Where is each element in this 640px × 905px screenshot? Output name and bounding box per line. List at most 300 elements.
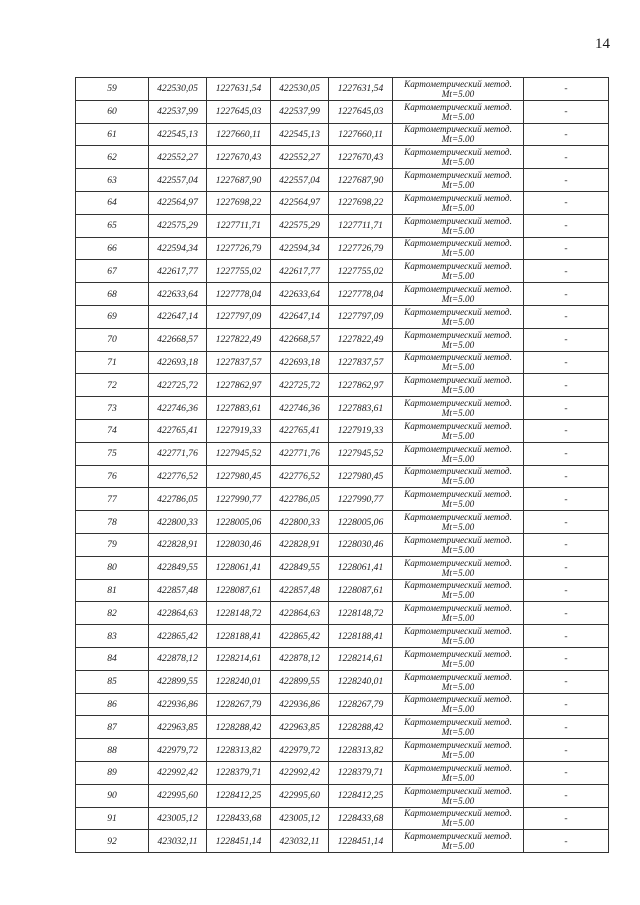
- method-accuracy: Mt=5.00: [441, 499, 475, 510]
- description-cell: -: [524, 78, 609, 101]
- table-row: [76, 237, 609, 260]
- y-coordinate-refined-cell: 1227883,61: [329, 397, 393, 420]
- method-accuracy: Mt=5.00: [441, 362, 475, 373]
- table-row: [76, 374, 609, 397]
- x-coordinate-cell: 422594,34: [149, 237, 207, 260]
- x-coordinate-refined-cell: 422899,55: [271, 670, 329, 693]
- x-coordinate-refined-cell: 422936,86: [271, 693, 329, 716]
- table-row: [76, 191, 609, 214]
- description-cell: -: [524, 169, 609, 192]
- method-cell: [393, 351, 524, 374]
- description-cell: -: [524, 305, 609, 328]
- method-accuracy: Mt=5.00: [441, 248, 475, 259]
- method-cell: [393, 533, 524, 556]
- x-coordinate-cell: 422864,63: [149, 602, 207, 625]
- x-coordinate-cell: 422857,48: [149, 579, 207, 602]
- description-cell: -: [524, 830, 609, 853]
- description-cell: -: [524, 328, 609, 351]
- description-cell: -: [524, 625, 609, 648]
- point-number-cell: 66: [76, 237, 149, 260]
- method-accuracy: Mt=5.00: [441, 453, 475, 464]
- y-coordinate-cell: 1227837,57: [207, 351, 271, 374]
- method-name: Картометрический метод.: [404, 671, 512, 682]
- coordinates-table-body: [76, 78, 609, 853]
- y-coordinate-refined-cell: 1227980,45: [329, 465, 393, 488]
- x-coordinate-refined-cell: 422647,14: [271, 305, 329, 328]
- method-name: Картометрический метод.: [404, 238, 512, 249]
- x-coordinate-cell: 422828,91: [149, 533, 207, 556]
- y-coordinate-cell: 1228313,82: [207, 739, 271, 762]
- description-cell: -: [524, 237, 609, 260]
- method-cell: [393, 283, 524, 306]
- y-coordinate-cell: 1227755,02: [207, 260, 271, 283]
- method-name: Картометрический метод.: [404, 124, 512, 135]
- description-cell: -: [524, 442, 609, 465]
- x-coordinate-cell: 422746,36: [149, 397, 207, 420]
- y-coordinate-refined-cell: 1227711,71: [329, 214, 393, 237]
- point-number-cell: 87: [76, 716, 149, 739]
- point-number-cell: 77: [76, 488, 149, 511]
- y-coordinate-cell: 1227883,61: [207, 397, 271, 420]
- x-coordinate-refined-cell: 422828,91: [271, 533, 329, 556]
- x-coordinate-refined-cell: 422865,42: [271, 625, 329, 648]
- method-accuracy: Mt=5.00: [441, 772, 475, 783]
- point-number-cell: 91: [76, 807, 149, 830]
- y-coordinate-refined-cell: 1227631,54: [329, 78, 393, 101]
- description-cell: -: [524, 465, 609, 488]
- method-accuracy: Mt=5.00: [441, 202, 475, 213]
- y-coordinate-refined-cell: 1228087,61: [329, 579, 393, 602]
- description-cell: -: [524, 419, 609, 442]
- method-accuracy: Mt=5.00: [441, 225, 475, 236]
- method-cell: [393, 397, 524, 420]
- method-cell: [393, 716, 524, 739]
- y-coordinate-cell: 1228379,71: [207, 761, 271, 784]
- description-cell: -: [524, 693, 609, 716]
- point-number-cell: 76: [76, 465, 149, 488]
- method-name: Картометрический метод.: [404, 170, 512, 181]
- y-coordinate-cell: 1227631,54: [207, 78, 271, 101]
- method-name: Картометрический метод.: [404, 831, 512, 842]
- x-coordinate-refined-cell: 422564,97: [271, 191, 329, 214]
- point-number-cell: 89: [76, 761, 149, 784]
- method-accuracy: Mt=5.00: [441, 88, 475, 99]
- point-number-cell: 82: [76, 602, 149, 625]
- y-coordinate-refined-cell: 1227755,02: [329, 260, 393, 283]
- method-accuracy: Mt=5.00: [441, 385, 475, 396]
- y-coordinate-cell: 1227919,33: [207, 419, 271, 442]
- method-name: Картометрический метод.: [404, 557, 512, 568]
- x-coordinate-refined-cell: 422633,64: [271, 283, 329, 306]
- y-coordinate-refined-cell: 1228313,82: [329, 739, 393, 762]
- x-coordinate-cell: 422725,72: [149, 374, 207, 397]
- method-cell: [393, 488, 524, 511]
- x-coordinate-refined-cell: 422746,36: [271, 397, 329, 420]
- method-cell: [393, 602, 524, 625]
- method-name: Картометрический метод.: [404, 534, 512, 545]
- y-coordinate-cell: 1227778,04: [207, 283, 271, 306]
- method-cell: [393, 419, 524, 442]
- method-name: Картометрический метод.: [404, 192, 512, 203]
- description-cell: -: [524, 374, 609, 397]
- table-row: [76, 442, 609, 465]
- point-number-cell: 75: [76, 442, 149, 465]
- method-cell: [393, 169, 524, 192]
- table-row: [76, 716, 609, 739]
- point-number-cell: 79: [76, 533, 149, 556]
- x-coordinate-cell: 422545,13: [149, 123, 207, 146]
- table-row: [76, 602, 609, 625]
- y-coordinate-cell: 1227645,03: [207, 100, 271, 123]
- method-cell: [393, 191, 524, 214]
- y-coordinate-refined-cell: 1227822,49: [329, 328, 393, 351]
- method-accuracy: Mt=5.00: [441, 408, 475, 419]
- method-name: Картометрический метод.: [404, 352, 512, 363]
- description-cell: -: [524, 670, 609, 693]
- y-coordinate-refined-cell: 1228005,06: [329, 511, 393, 534]
- description-cell: -: [524, 214, 609, 237]
- y-coordinate-refined-cell: 1227919,33: [329, 419, 393, 442]
- method-cell: [393, 146, 524, 169]
- method-name: Картометрический метод.: [404, 147, 512, 158]
- point-number-cell: 88: [76, 739, 149, 762]
- y-coordinate-cell: 1228433,68: [207, 807, 271, 830]
- x-coordinate-refined-cell: 422786,05: [271, 488, 329, 511]
- method-cell: [393, 237, 524, 260]
- point-number-cell: 65: [76, 214, 149, 237]
- method-accuracy: Mt=5.00: [441, 430, 475, 441]
- description-cell: -: [524, 397, 609, 420]
- method-accuracy: Mt=5.00: [441, 316, 475, 327]
- x-coordinate-refined-cell: 422552,27: [271, 146, 329, 169]
- point-number-cell: 78: [76, 511, 149, 534]
- method-accuracy: Mt=5.00: [441, 544, 475, 555]
- method-name: Картометрический метод.: [404, 648, 512, 659]
- method-cell: [393, 374, 524, 397]
- y-coordinate-cell: 1228288,42: [207, 716, 271, 739]
- point-number-cell: 62: [76, 146, 149, 169]
- x-coordinate-refined-cell: 422668,57: [271, 328, 329, 351]
- table-row: [76, 169, 609, 192]
- method-name: Картометрический метод.: [404, 785, 512, 796]
- method-cell: [393, 556, 524, 579]
- method-name: Картометрический метод.: [404, 78, 512, 89]
- table-row: [76, 78, 609, 101]
- method-name: Картометрический метод.: [404, 284, 512, 295]
- description-cell: -: [524, 647, 609, 670]
- description-cell: -: [524, 602, 609, 625]
- x-coordinate-refined-cell: 422864,63: [271, 602, 329, 625]
- x-coordinate-cell: 422564,97: [149, 191, 207, 214]
- x-coordinate-refined-cell: 422530,05: [271, 78, 329, 101]
- x-coordinate-cell: 422693,18: [149, 351, 207, 374]
- method-name: Картометрический метод.: [404, 489, 512, 500]
- description-cell: -: [524, 533, 609, 556]
- point-number-cell: 69: [76, 305, 149, 328]
- x-coordinate-refined-cell: 422800,33: [271, 511, 329, 534]
- table-row: [76, 807, 609, 830]
- method-cell: [393, 214, 524, 237]
- description-cell: -: [524, 807, 609, 830]
- table-row: [76, 123, 609, 146]
- y-coordinate-cell: 1227980,45: [207, 465, 271, 488]
- x-coordinate-cell: 423032,11: [149, 830, 207, 853]
- y-coordinate-cell: 1227698,22: [207, 191, 271, 214]
- table-row: [76, 784, 609, 807]
- x-coordinate-refined-cell: 423005,12: [271, 807, 329, 830]
- point-number-cell: 67: [76, 260, 149, 283]
- method-cell: [393, 465, 524, 488]
- method-cell: [393, 78, 524, 101]
- x-coordinate-cell: 422786,05: [149, 488, 207, 511]
- point-number-cell: 72: [76, 374, 149, 397]
- x-coordinate-cell: 422936,86: [149, 693, 207, 716]
- table-row: [76, 328, 609, 351]
- method-cell: [393, 830, 524, 853]
- method-cell: [393, 670, 524, 693]
- point-number-cell: 81: [76, 579, 149, 602]
- y-coordinate-refined-cell: 1228379,71: [329, 761, 393, 784]
- x-coordinate-refined-cell: 422617,77: [271, 260, 329, 283]
- page-number: 14: [595, 36, 610, 52]
- method-accuracy: Mt=5.00: [441, 750, 475, 760]
- x-coordinate-cell: 422575,29: [149, 214, 207, 237]
- method-name: Картометрический метод.: [404, 306, 512, 317]
- point-number-cell: 71: [76, 351, 149, 374]
- method-accuracy: Mt=5.00: [441, 681, 475, 692]
- method-accuracy: Mt=5.00: [441, 134, 475, 145]
- table-row: [76, 670, 609, 693]
- x-coordinate-refined-cell: 422857,48: [271, 579, 329, 602]
- y-coordinate-cell: 1227726,79: [207, 237, 271, 260]
- x-coordinate-cell: 422633,64: [149, 283, 207, 306]
- x-coordinate-cell: 422992,42: [149, 761, 207, 784]
- method-cell: [393, 511, 524, 534]
- table-row: [76, 146, 609, 169]
- method-accuracy: Mt=5.00: [441, 658, 475, 669]
- x-coordinate-cell: 422865,42: [149, 625, 207, 648]
- y-coordinate-cell: 1227687,90: [207, 169, 271, 192]
- method-name: Картометрический метод.: [404, 762, 512, 773]
- x-coordinate-cell: 423005,12: [149, 807, 207, 830]
- table-row: [76, 693, 609, 716]
- table-row: [76, 100, 609, 123]
- point-number-cell: 73: [76, 397, 149, 420]
- description-cell: -: [524, 260, 609, 283]
- table-row: [76, 351, 609, 374]
- table-row: [76, 647, 609, 670]
- x-coordinate-refined-cell: 422575,29: [271, 214, 329, 237]
- y-coordinate-refined-cell: 1227990,77: [329, 488, 393, 511]
- x-coordinate-cell: 422617,77: [149, 260, 207, 283]
- x-coordinate-refined-cell: 422693,18: [271, 351, 329, 374]
- point-number-cell: 63: [76, 169, 149, 192]
- method-accuracy: Mt=5.00: [441, 704, 475, 715]
- method-name: Картометрический метод.: [404, 375, 512, 386]
- table-row: [76, 556, 609, 579]
- method-accuracy: Mt=5.00: [441, 818, 475, 829]
- y-coordinate-refined-cell: 1227726,79: [329, 237, 393, 260]
- x-coordinate-cell: 422995,60: [149, 784, 207, 807]
- description-cell: -: [524, 716, 609, 739]
- y-coordinate-refined-cell: 1228030,46: [329, 533, 393, 556]
- description-cell: -: [524, 511, 609, 534]
- table-row: [76, 533, 609, 556]
- method-cell: [393, 625, 524, 648]
- description-cell: -: [524, 784, 609, 807]
- x-coordinate-refined-cell: 422545,13: [271, 123, 329, 146]
- description-cell: -: [524, 191, 609, 214]
- method-cell: [393, 442, 524, 465]
- method-name: Картометрический метод.: [404, 717, 512, 728]
- x-coordinate-cell: 422530,05: [149, 78, 207, 101]
- x-coordinate-cell: 422979,72: [149, 739, 207, 762]
- method-cell: [393, 579, 524, 602]
- method-cell: [393, 328, 524, 351]
- method-name: Картометрический метод.: [404, 466, 512, 477]
- y-coordinate-cell: 1228267,79: [207, 693, 271, 716]
- point-number-cell: 90: [76, 784, 149, 807]
- method-name: Картометрический метод.: [404, 580, 512, 591]
- table-row: [76, 511, 609, 534]
- x-coordinate-refined-cell: 422765,41: [271, 419, 329, 442]
- y-coordinate-cell: 1227822,49: [207, 328, 271, 351]
- y-coordinate-refined-cell: 1228148,72: [329, 602, 393, 625]
- y-coordinate-refined-cell: 1228061,41: [329, 556, 393, 579]
- x-coordinate-refined-cell: 422537,99: [271, 100, 329, 123]
- y-coordinate-cell: 1228087,61: [207, 579, 271, 602]
- y-coordinate-refined-cell: 1227862,97: [329, 374, 393, 397]
- y-coordinate-refined-cell: 1228412,25: [329, 784, 393, 807]
- method-accuracy: Mt=5.00: [441, 111, 475, 122]
- method-accuracy: Mt=5.00: [441, 271, 475, 282]
- x-coordinate-refined-cell: 422776,52: [271, 465, 329, 488]
- table-row: [76, 397, 609, 420]
- point-number-cell: 74: [76, 419, 149, 442]
- method-cell: [393, 761, 524, 784]
- method-cell: [393, 260, 524, 283]
- method-accuracy: Mt=5.00: [441, 157, 475, 168]
- point-number-cell: 68: [76, 283, 149, 306]
- y-coordinate-cell: 1228061,41: [207, 556, 271, 579]
- method-name: Картометрический метод.: [404, 398, 512, 409]
- x-coordinate-cell: 422552,27: [149, 146, 207, 169]
- y-coordinate-cell: 1228005,06: [207, 511, 271, 534]
- method-name: Картометрический метод.: [404, 694, 512, 705]
- point-number-cell: 86: [76, 693, 149, 716]
- table-row: [76, 419, 609, 442]
- y-coordinate-refined-cell: 1228267,79: [329, 693, 393, 716]
- y-coordinate-cell: 1227670,43: [207, 146, 271, 169]
- x-coordinate-refined-cell: 422557,04: [271, 169, 329, 192]
- description-cell: -: [524, 739, 609, 762]
- method-accuracy: Mt=5.00: [441, 795, 475, 806]
- description-cell: -: [524, 761, 609, 784]
- method-accuracy: Mt=5.00: [441, 590, 475, 601]
- table-row: [76, 305, 609, 328]
- description-cell: -: [524, 146, 609, 169]
- coordinates-table: [75, 77, 609, 853]
- method-cell: [393, 739, 524, 762]
- method-accuracy: Mt=5.00: [441, 180, 475, 191]
- method-accuracy: Mt=5.00: [441, 567, 475, 578]
- method-name: Картометрический метод.: [404, 261, 512, 272]
- method-name: Картометрический метод.: [404, 603, 512, 614]
- method-accuracy: Mt=5.00: [441, 636, 475, 647]
- y-coordinate-cell: 1227862,97: [207, 374, 271, 397]
- y-coordinate-cell: 1228240,01: [207, 670, 271, 693]
- x-coordinate-refined-cell: 422979,72: [271, 739, 329, 762]
- y-coordinate-cell: 1228148,72: [207, 602, 271, 625]
- table-row: [76, 488, 609, 511]
- x-coordinate-cell: 422899,55: [149, 670, 207, 693]
- method-accuracy: Mt=5.00: [441, 727, 475, 738]
- x-coordinate-cell: 422878,12: [149, 647, 207, 670]
- point-number-cell: 83: [76, 625, 149, 648]
- table-row: [76, 260, 609, 283]
- x-coordinate-refined-cell: 422849,55: [271, 556, 329, 579]
- method-accuracy: Mt=5.00: [441, 339, 475, 350]
- method-cell: [393, 305, 524, 328]
- method-name: Картометрический метод.: [404, 420, 512, 431]
- point-number-cell: 84: [76, 647, 149, 670]
- x-coordinate-cell: 422771,76: [149, 442, 207, 465]
- method-accuracy: Mt=5.00: [441, 522, 475, 533]
- y-coordinate-refined-cell: 1228214,61: [329, 647, 393, 670]
- description-cell: -: [524, 100, 609, 123]
- table-row: [76, 739, 609, 762]
- y-coordinate-refined-cell: 1227670,43: [329, 146, 393, 169]
- point-number-cell: 80: [76, 556, 149, 579]
- method-accuracy: Mt=5.00: [441, 294, 475, 305]
- point-number-cell: 85: [76, 670, 149, 693]
- description-cell: -: [524, 488, 609, 511]
- method-name: Картометрический метод.: [404, 101, 512, 112]
- x-coordinate-refined-cell: 422995,60: [271, 784, 329, 807]
- method-name: Картометрический метод.: [404, 215, 512, 226]
- y-coordinate-refined-cell: 1227778,04: [329, 283, 393, 306]
- x-coordinate-cell: 422776,52: [149, 465, 207, 488]
- method-cell: [393, 807, 524, 830]
- x-coordinate-refined-cell: 422878,12: [271, 647, 329, 670]
- y-coordinate-cell: 1227945,52: [207, 442, 271, 465]
- x-coordinate-refined-cell: 423032,11: [271, 830, 329, 853]
- method-cell: [393, 123, 524, 146]
- method-cell: [393, 647, 524, 670]
- y-coordinate-refined-cell: 1227645,03: [329, 100, 393, 123]
- method-cell: [393, 100, 524, 123]
- table-row: [76, 283, 609, 306]
- method-name: Картометрический метод.: [404, 740, 512, 750]
- description-cell: -: [524, 556, 609, 579]
- y-coordinate-refined-cell: 1228433,68: [329, 807, 393, 830]
- x-coordinate-cell: 422800,33: [149, 511, 207, 534]
- y-coordinate-refined-cell: 1227945,52: [329, 442, 393, 465]
- y-coordinate-refined-cell: 1227660,11: [329, 123, 393, 146]
- table-row: [76, 214, 609, 237]
- y-coordinate-refined-cell: 1228188,41: [329, 625, 393, 648]
- x-coordinate-cell: 422668,57: [149, 328, 207, 351]
- x-coordinate-cell: 422537,99: [149, 100, 207, 123]
- method-cell: [393, 784, 524, 807]
- y-coordinate-refined-cell: 1228288,42: [329, 716, 393, 739]
- description-cell: -: [524, 123, 609, 146]
- point-number-cell: 92: [76, 830, 149, 853]
- x-coordinate-cell: 422647,14: [149, 305, 207, 328]
- y-coordinate-cell: 1228188,41: [207, 625, 271, 648]
- method-cell: [393, 693, 524, 716]
- y-coordinate-cell: 1228214,61: [207, 647, 271, 670]
